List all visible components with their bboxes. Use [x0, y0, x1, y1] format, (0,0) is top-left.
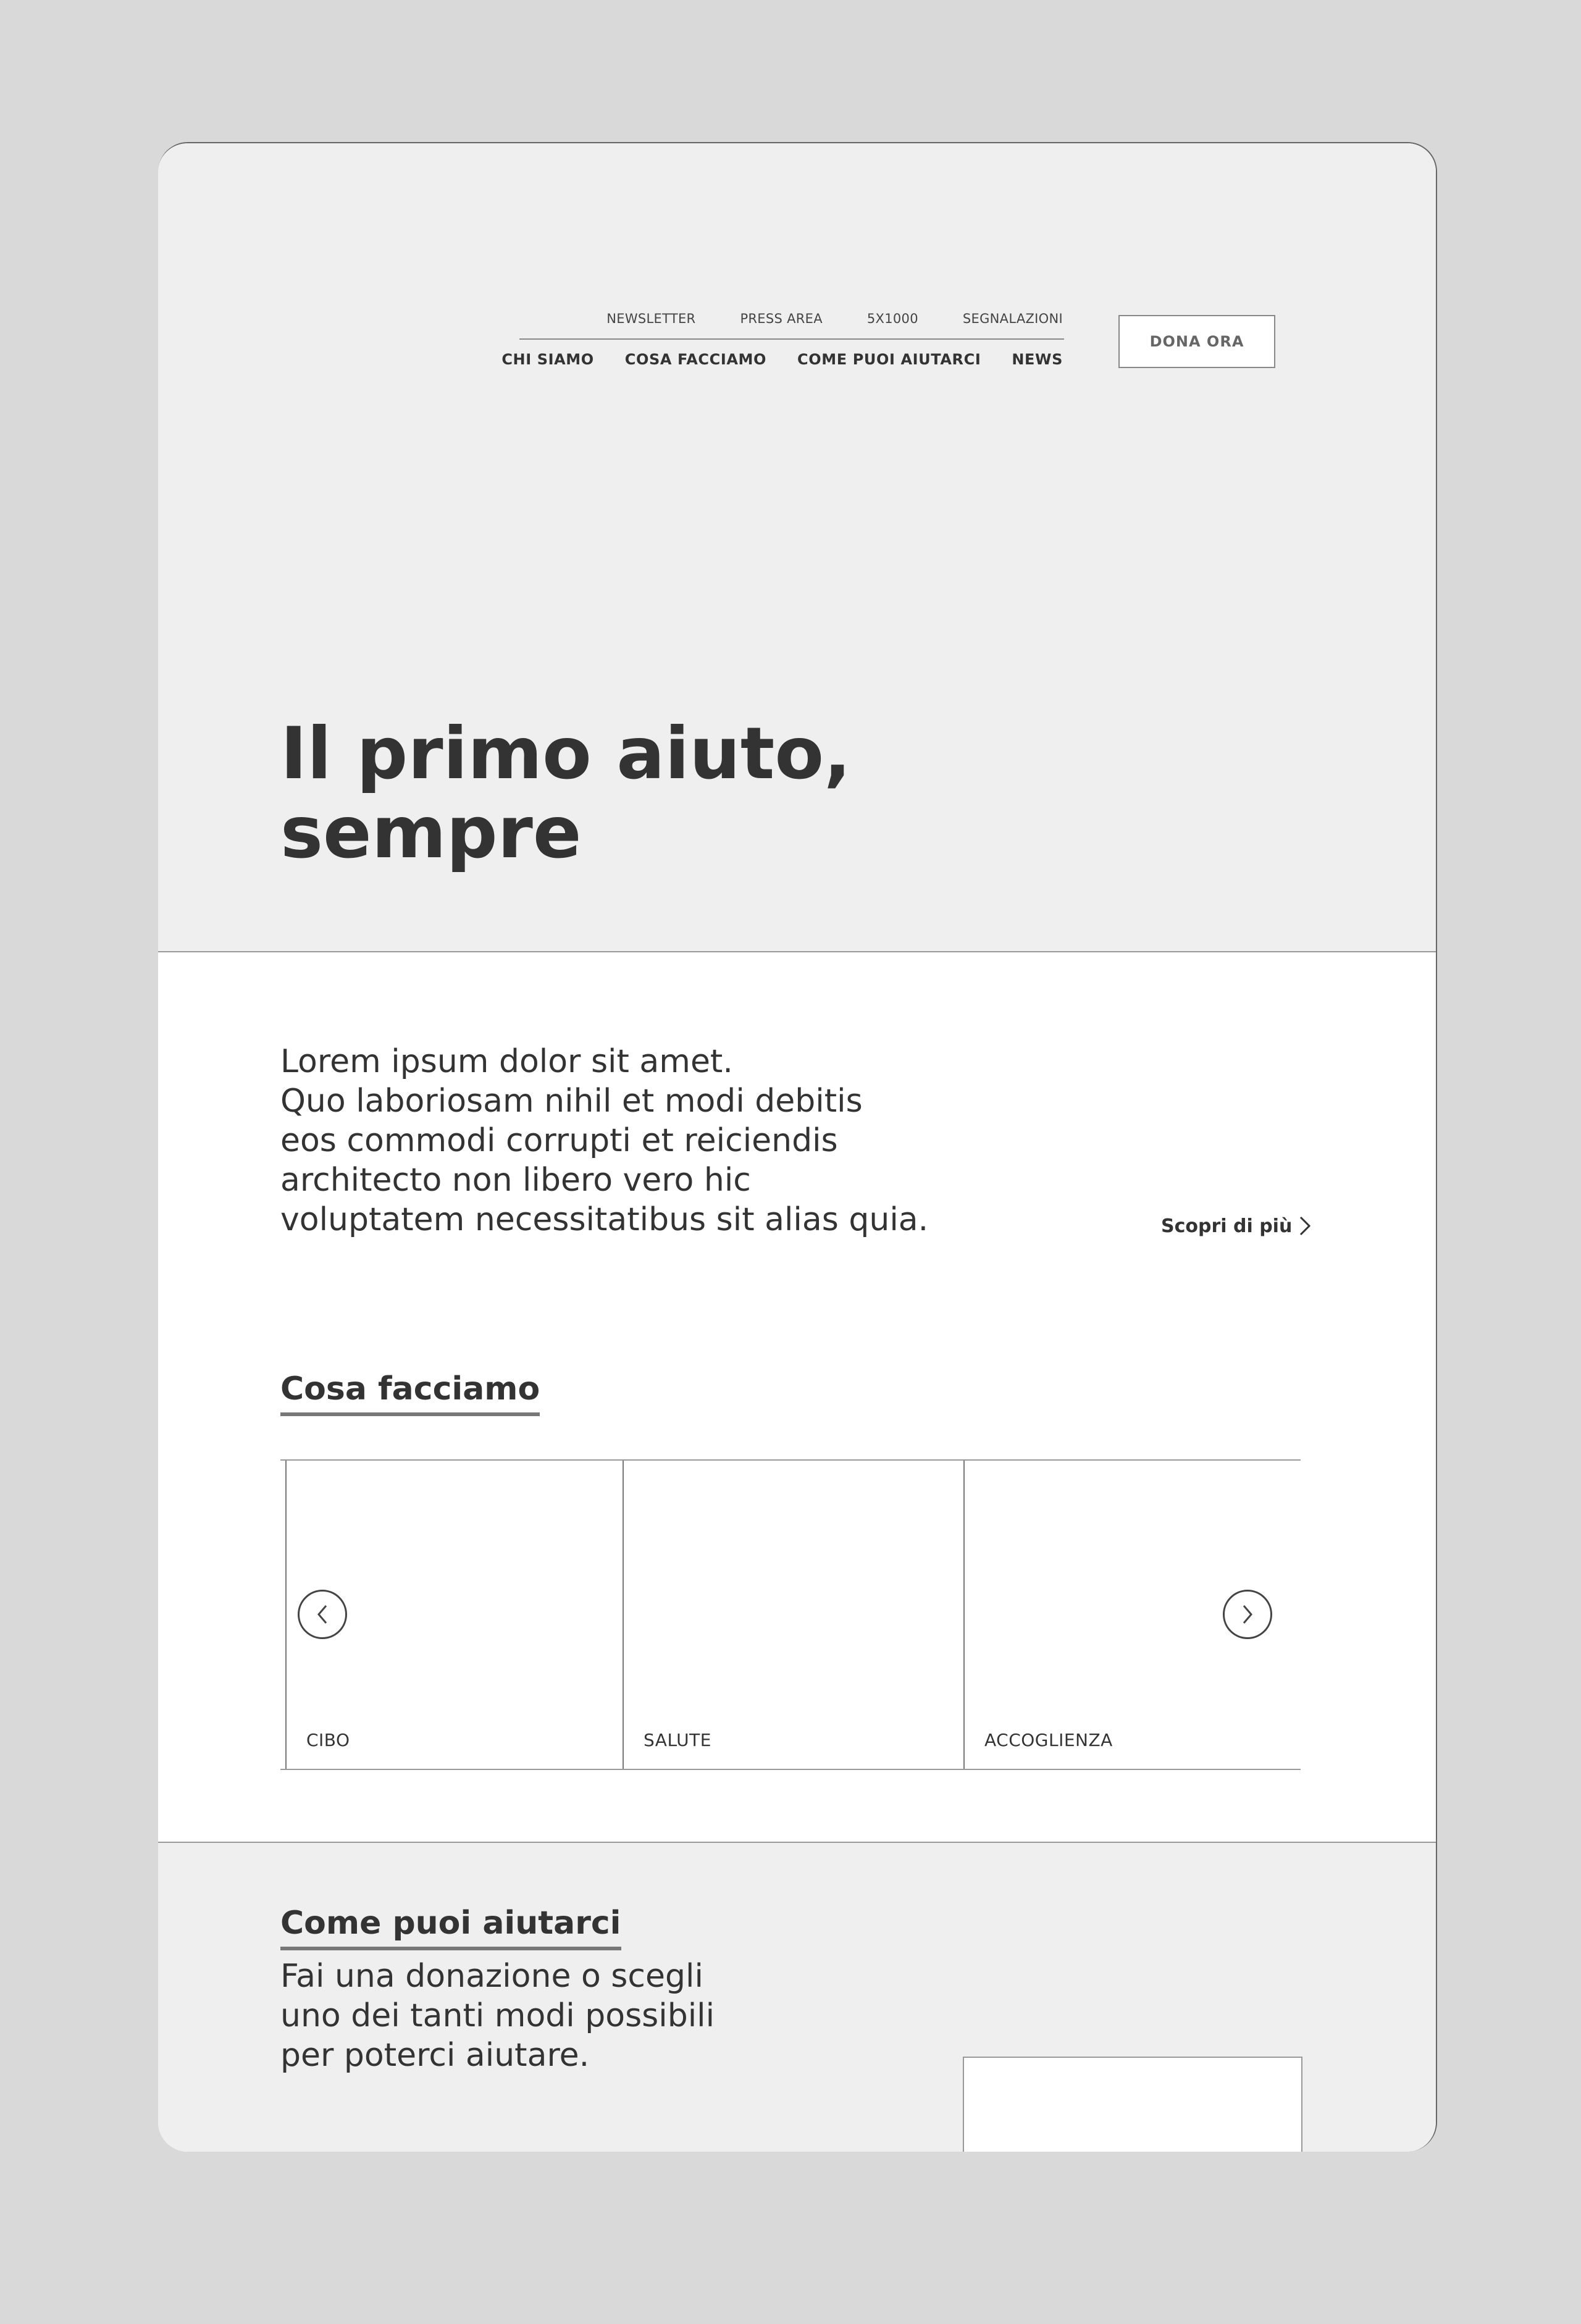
nav-link-come-puoi-aiutarci[interactable]: COME PUOI AIUTARCI: [797, 351, 981, 368]
nav-link-news[interactable]: NEWS: [1012, 351, 1063, 368]
nav-link-segnalazioni[interactable]: SEGNALAZIONI: [962, 311, 1063, 326]
donate-button[interactable]: DONA ORA: [1118, 315, 1275, 368]
utility-nav: [606, 311, 1063, 326]
chevron-left-icon: [314, 1603, 331, 1626]
help-line: per poterci aiutare.: [280, 2037, 590, 2074]
chevron-right-icon: [1298, 1215, 1312, 1237]
intro-line: Lorem ipsum dolor sit amet.: [280, 1043, 733, 1080]
carousel-prev-button[interactable]: [298, 1590, 347, 1639]
discover-more-link[interactable]: [1161, 1215, 1312, 1237]
hero-title-line-2: sempre: [280, 791, 582, 875]
service-card-label: ACCOGLIENZA: [984, 1730, 1113, 1750]
intro-paragraph: [280, 1042, 991, 1240]
nav-link-cosa-facciamo[interactable]: COSA FACCIAMO: [624, 351, 767, 368]
nav-divider: [519, 338, 1064, 340]
chevron-right-icon: [1239, 1603, 1256, 1626]
service-card-salute[interactable]: [623, 1461, 963, 1769]
carousel-next-button[interactable]: [1223, 1590, 1272, 1639]
help-card-placeholder: [963, 2057, 1302, 2152]
services-carousel: [280, 1459, 1301, 1770]
intro-line: architecto non libero vero hic: [280, 1162, 751, 1199]
how-to-help-heading: Come puoi aiutarci: [280, 1903, 621, 1950]
service-card-label: CIBO: [306, 1730, 350, 1750]
what-we-do-heading: Cosa facciamo: [280, 1369, 540, 1416]
hero-title: [280, 712, 960, 875]
hero-section: [158, 143, 1436, 952]
main-nav: [501, 351, 1063, 368]
service-card-label: SALUTE: [644, 1730, 711, 1750]
discover-more-label: Scopri di più: [1161, 1215, 1293, 1237]
nav-link-newsletter[interactable]: NEWSLETTER: [606, 311, 696, 326]
page-frame: [158, 142, 1437, 2152]
hero-title-line-1: Il primo aiuto,: [280, 712, 852, 795]
nav-link-5x1000[interactable]: 5X1000: [866, 311, 918, 326]
nav-link-press-area[interactable]: PRESS AREA: [740, 311, 823, 326]
intro-line: Quo laboriosam nihil et modi debitis: [280, 1083, 863, 1120]
help-line: Fai una donazione o scegli: [280, 1958, 703, 1995]
how-to-help-text: [280, 1957, 715, 2075]
nav-link-chi-siamo[interactable]: CHI SIAMO: [501, 351, 594, 368]
intro-line: voluptatem necessitatibus sit alias quia.: [280, 1201, 929, 1238]
help-line: uno dei tanti modi possibili: [280, 1997, 715, 2034]
intro-line: eos commodi corrupti et reiciendis: [280, 1122, 838, 1159]
